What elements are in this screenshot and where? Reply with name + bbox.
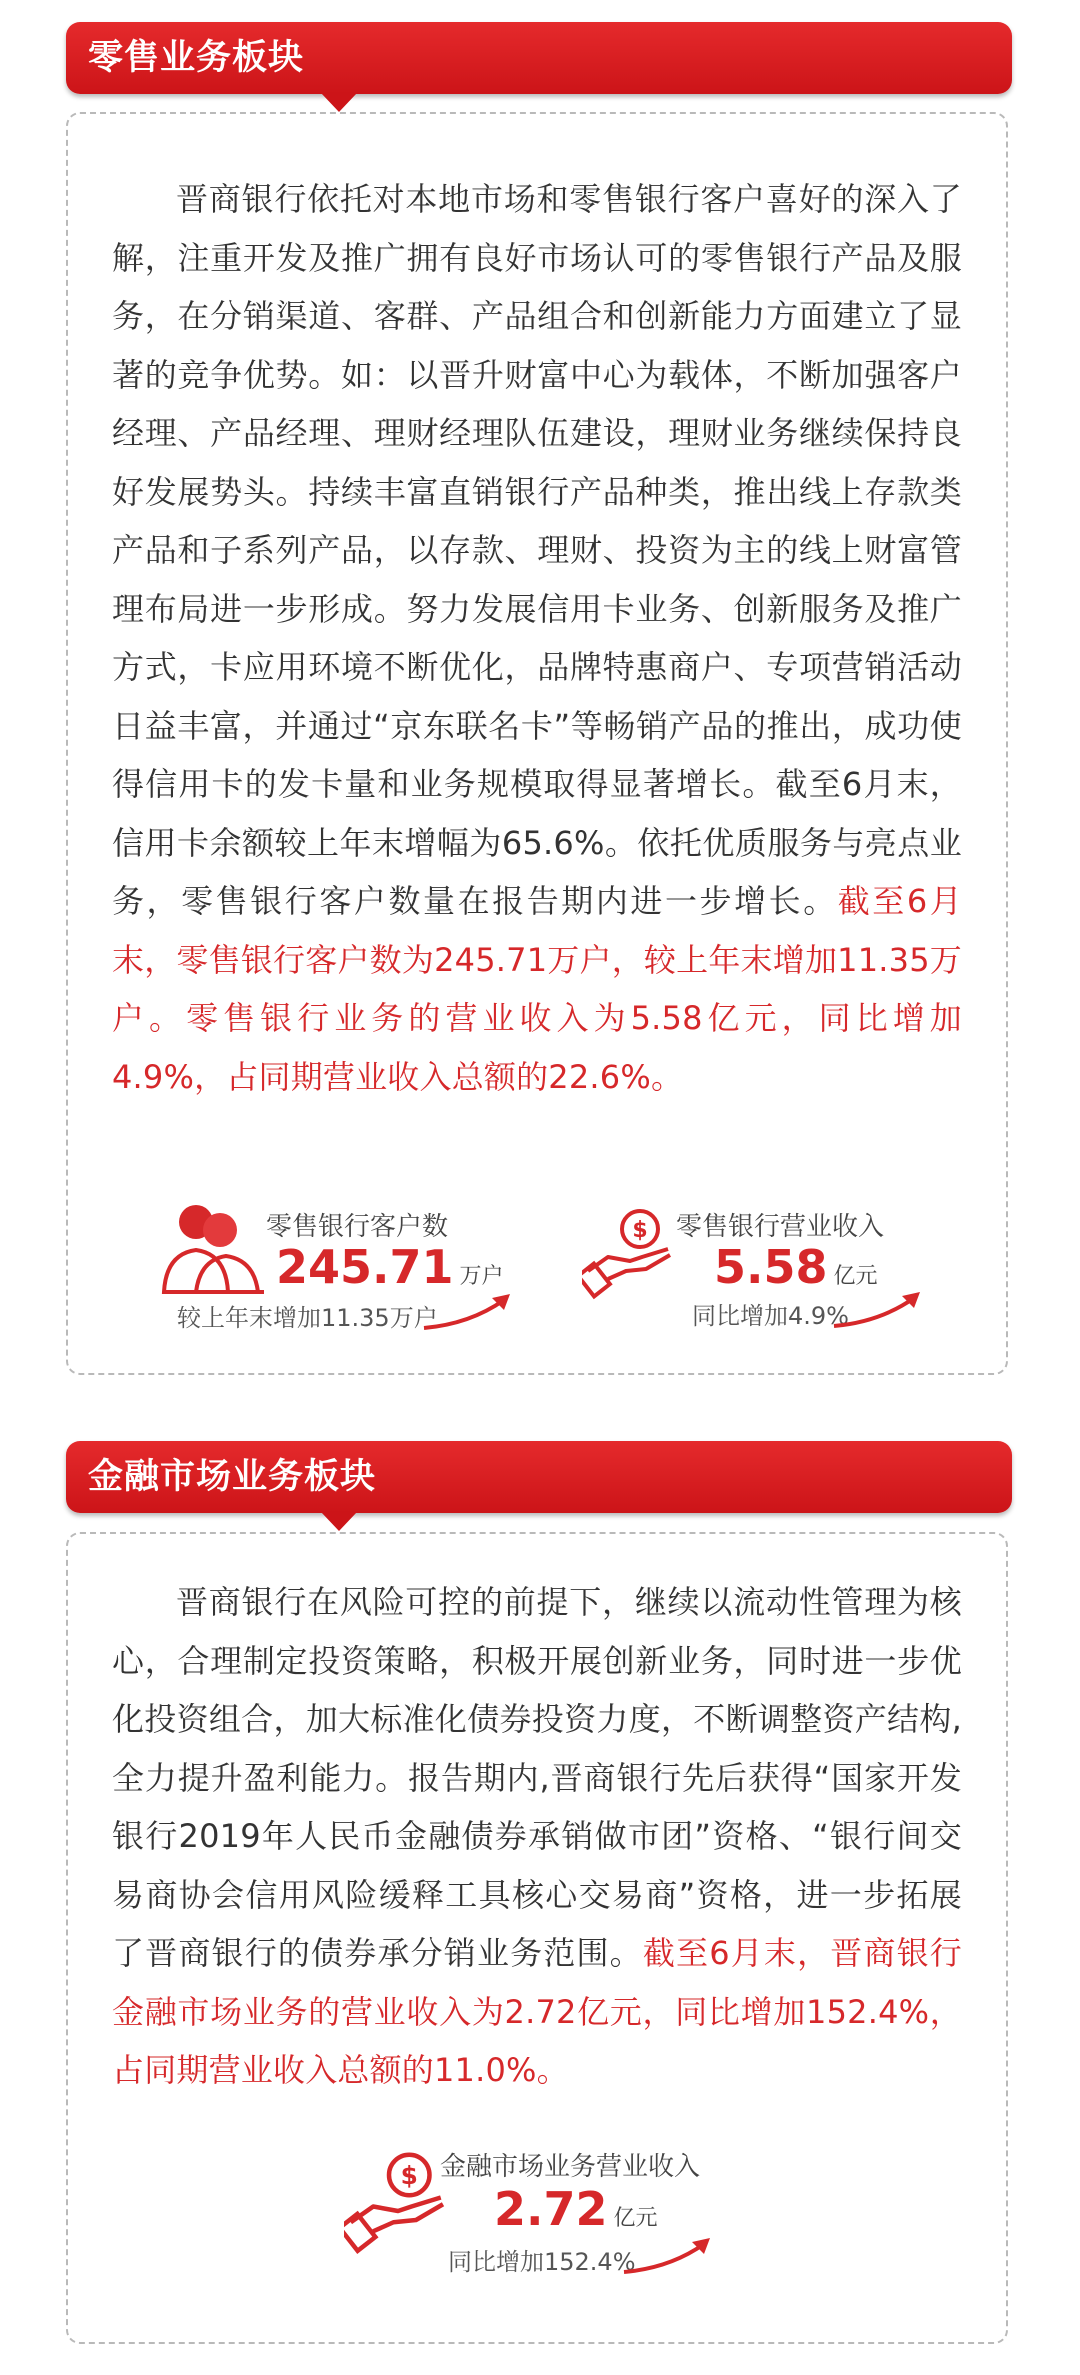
stat-number: 5.58 [714,1240,828,1294]
stat-label: 金融市场业务营业收入 [440,2152,701,2182]
users-icon [160,1200,270,1300]
stat-label: 零售银行营业收入 [676,1212,885,1242]
money-hand-icon [582,1205,678,1301]
stat-number: 2.72 [494,2182,608,2236]
market-section-paragraph [112,1573,962,2100]
paragraph-highlight: 截至6月末，晋商银行金融市场业务的营业收入为2.72亿元，同比增加152.4%，占同期营业收入总额的11.0%。 [112,1934,962,2089]
banner-pointer [321,93,357,112]
paragraph-highlight: 截至6月末，零售银行客户数为245.71万户，较上年末增加11.35万户。零售银行业务的营业收入为5.58亿元，同比增加4.9%，占同期营业收入总额的22.6%。 [112,882,962,1096]
stat-change: 同比增加152.4% [448,2248,636,2276]
trend-arrow-icon [620,2234,716,2278]
retail-section-title: 零售业务板块 [88,38,305,78]
stat-value [714,1240,878,1294]
trend-arrow-icon [420,1290,516,1334]
paragraph-text: 晋商银行依托对本地市场和零售银行客户喜好的深入了解，注重开发及推广拥有良好市场认可的零售银行产品及服务，在分销渠道、客群、产品组合和创新能力方面建立了显著的竞争优势。如：以晋升财富中心为载体，不断加强客户经理、产品经理、理财经理队伍建设，理财业务继续保持良好发展势头。持续丰富直销银行产品种类，推出线上存款类产品和子系列产品，以存款、理财、投资为主的线上财富管理布局进一步形成。努力发展信用卡业务、创新服务及推广方式，卡应用环境不断优化，品牌特惠商户、专项营销活动日益丰富，并通过“京东联名卡”等畅销产品的推出，成功使得信用卡的发卡量和业务规模取得显著增长。截至6月末，信用卡余额较上年末增幅为65.6%。依托优质服务与亮点业务，零售银行客户数量在报告期内进一步增长。 [112,180,962,920]
svg-text:$: $ [400,2161,418,2190]
stat-value [494,2182,658,2236]
money-hand-icon [344,2148,452,2256]
stat-unit: 亿元 [833,1264,878,1289]
retail-section-banner [66,22,1012,94]
stat-unit: 亿元 [613,2206,658,2231]
stat-change: 同比增加4.9% [692,1302,849,1330]
market-section-banner [66,1441,1012,1513]
retail-section-paragraph [112,170,962,1106]
stat-value [276,1240,504,1294]
market-section-title: 金融市场业务板块 [88,1457,377,1497]
paragraph-text: 晋商银行在风险可控的前提下，继续以流动性管理为核心，合理制定投资策略，积极开展创新业务，同时进一步优化投资组合，加大标准化债券投资力度，不断调整资产结构,全力提升盈利能力。报告期内,晋商银行先后获得“国家开发银行2019年人民币金融债券承销做市团”资格、“银行间交易商协会信用风险缓释工具核心交易商”资格，进一步拓展了晋商银行的债券承分销业务范围。 [112,1583,962,1972]
stat-label: 零售银行客户数 [266,1212,449,1242]
stat-change: 较上年末增加11.35万户 [177,1304,438,1332]
stat-number: 245.71 [276,1240,454,1294]
svg-text:$: $ [632,1218,648,1243]
trend-arrow-icon [830,1288,926,1332]
stat-unit: 万户 [459,1264,504,1289]
banner-pointer [321,1512,357,1531]
